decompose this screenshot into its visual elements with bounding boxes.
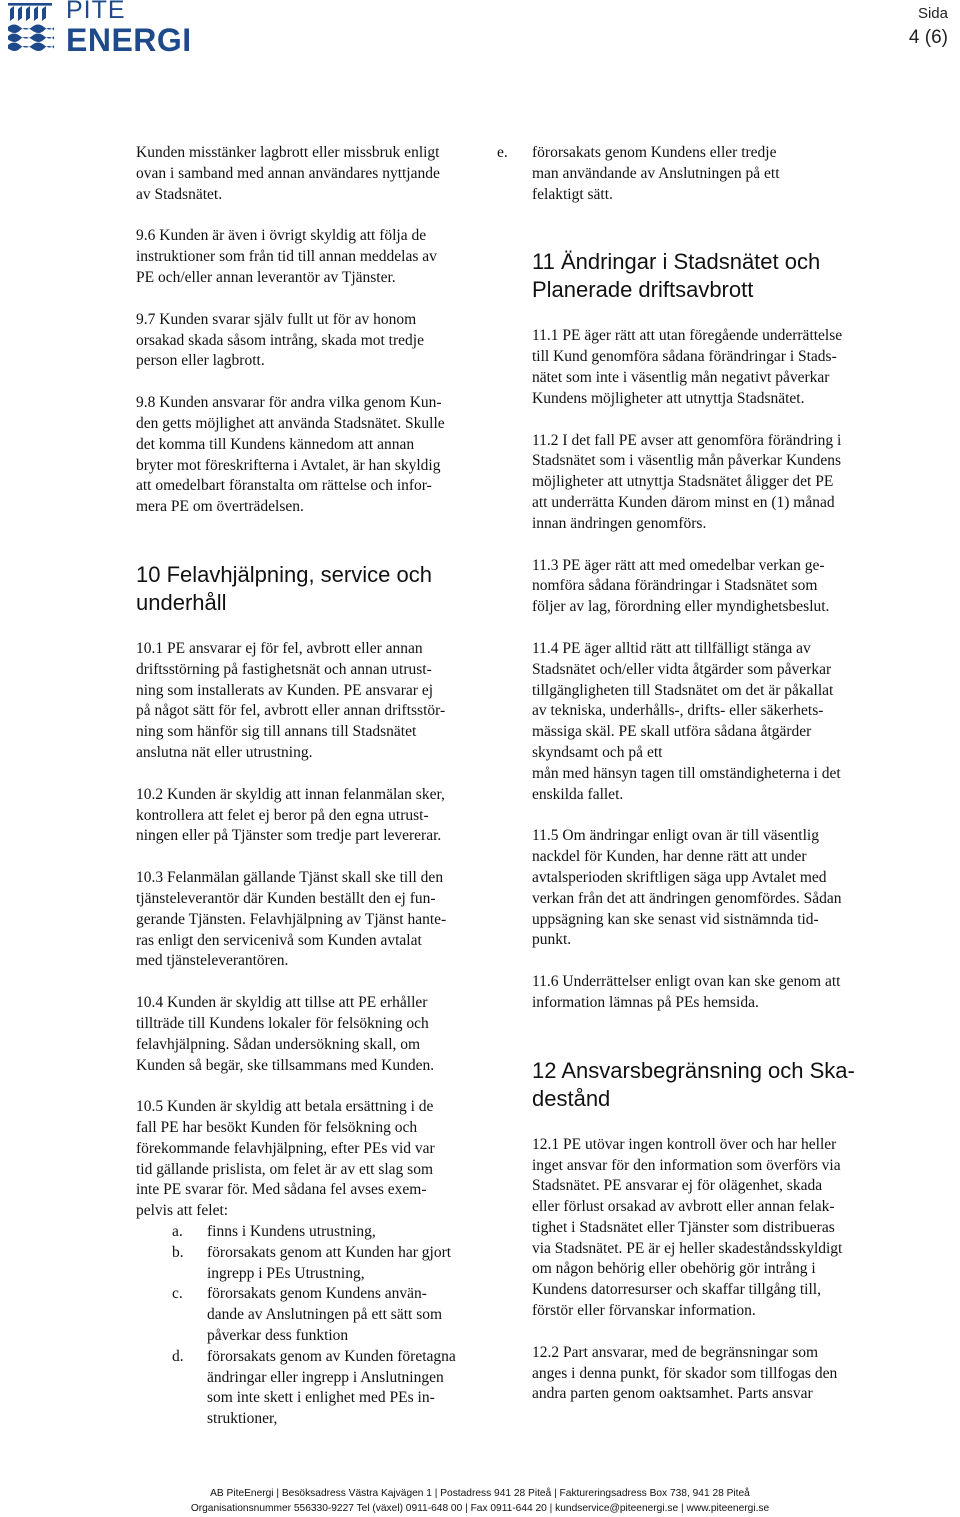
paragraph-10-2: 10.2 Kunden är skyldig att innan felanmälan sker, kontrollera att felet ej beror på den egna utrust- ningen eller på Tjänster som tredje part levererar. [136,785,445,845]
pite-energi-logo [8,0,192,64]
paragraph-12-1: 12.1 PE utövar ingen kontroll över och har heller inget ansvar för den information som överförs via Stadsnätet. PE ansvarar ej för olägenhet, skada eller förlust orsakad av avbrott eller annan felak- tighet i Stadsnätet eller Tjänster som distribueras via Stadsnätet. PE är ej heller skadeståndsskyldigt om någon behörig eller obehörig gör intrång i Kundens datorresurser och skaffar tillgång till, förstör eller förvanskar information. [532,1135,843,1320]
footer-address-line: AB PiteEnergi | Besöksadress Västra Kajvägen 1 | Postadress 941 28 Piteå | Faktureringsadress Box 738, 941 28 Piteå [210,1488,750,1499]
paragraph-9-7: 9.7 Kunden svarar själv fullt ut för av honom orsakad skada såsom intrång, skada mot tredje person eller lagbrott. [136,310,424,370]
paragraph-9-6: 9.6 Kunden är även i övrigt skyldig att följa de instruktioner som från tid till annan meddelas av PE och/eller annan leverantör av Tjänster. [136,227,437,286]
page-number: 4 (6) [908,27,948,48]
footer-contact-line: Organisationsnummer 556330-9227 Tel (växel) 0911-648 00 | Fax 0911-644 20 | kundservice@piteenergi.se | www.piteenergi.se [190,1503,770,1514]
paragraph-11-5: 11.5 Om ändringar enligt ovan är till väsentlig nackdel för Kunden, har denne rätt att under avtalsperioden skriftligen säga upp Avtalet med verkan från det att ändringen genomfördes. Sådan uppsägning kan ske senast vid sistnämnda tid- punkt. [532,827,842,949]
section-heading-11: 11 Ändringar i Stadsnätet och Planerade driftsavbrott [532,249,821,303]
paragraph-10-1: 10.1 PE ansvarar ej för fel, avbrott eller annan driftsstörning på fastighetsnät och annan utrust- ning som installerats av Kunden. PE ansvarar ej på något sätt för fel, avbrott eller annan driftsstör- ning som hänför sig till annans till Stadsnätet anslutna nät eller utrustning. [136,639,446,761]
section-heading-10: 10 Felavhjälpning, service och underhåll [136,561,432,615]
paragraph-11-4: 11.4 PE äger alltid rätt att tillfälligt stänga av Stadsnätet och/eller vidta åtgärder som påverkar tillgängligheten till Stadsnätet om det är påkallat av tekniska, underhålls-, drifts- eller säkerhets- mässiga skäl. PE skall utföra sådana åtgärder skyndsamt och på ett mån med hänsyn tagen till omständigheterna i det enskilda fallet. [532,639,841,803]
list-item: d. förorsakats genom av Kunden företagna ändringar eller ingrepp i Anslutningen som inte skett i enlighet med PEs in- struktioner, [172,1347,456,1428]
paragraph-10-4: 10.4 Kunden är skyldig att tillse att PE erhåller tillträde till Kundens lokaler för felsökning och felavhjälpning. Sådan undersökning skall, om Kunden så begär, ske tillsammans med Kunden. [136,994,435,1074]
paragraph-intro: Kunden misstänker lagbrott eller missbruk enligt ovan i samband med annan användares nyttjande av Stadsnätet. [136,144,440,203]
paragraph-11-2: 11.2 I det fall PE avser att genomföra förändring i Stadsnätet som i väsentlig mån påverkar Kundens möjligheter att utnyttja Stadsnätet åligger det PE att underrätta Kunden därom minst en (1) månad innan ändringen genomförs. [532,431,842,532]
list-item: a. finns i Kundens utrustning, [172,1223,376,1241]
paragraph-9-8: 9.8 Kunden ansvarar för andra vilka genom Kun- den getts möjlighet att använda Stadsnätet. Skulle det komma till Kundens kännedom att annan bryter mot föreskrifterna i Avtalet, är han skyldig att omedelbart föranstalta om rättelse och infor- mera PE om överträdelsen. [136,394,445,516]
page-indicator [909,4,948,50]
paragraph-10-3: 10.3 Felanmälan gällande Tjänst skall ske till den tjänsteleverantör där Kunden beställt den ej fun- gerande Tjänsten. Felavhjälpning av Tjänst hante- ras enligt den servicenivå som Kunden avtalat med tjänsteleverantören. [136,869,447,970]
paragraph-10-5: 10.5 Kunden är skyldig att betala ersättning i de fall PE har besökt Kunden för felsökning och förekommande felavhjälpning, efter PEs vid var tid gällande prislista, om felet är av ett slag som inte PE svarar för. Med sådana fel avses exem- pelvis att felet: [136,1098,435,1220]
right-column [497,143,892,1426]
paragraph-12-2: 12.2 Part ansvarar, med de begränsningar som anges i denna punkt, för skador som tillfogas den andra parten genom oaktsamhet. Parts ansvar [532,1343,838,1403]
page-footer [0,1486,960,1516]
section-heading-12: 12 Ansvarsbegränsning och Ska- destånd [532,1057,855,1111]
paragraph-11-6: 11.6 Underrättelser enligt ovan kan ske genom att information lämnas på PEs hemsida. [532,973,841,1011]
logo-text-pite: PITE [66,0,126,24]
left-column [136,143,496,1430]
paragraph-11-3: 11.3 PE äger rätt att med omedelbar verkan ge- nomföra sådana förändringar i Stadsnätet som följer av lag, förordning eller myndighetsbeslut. [532,556,830,616]
fault-cases-list-continued [461,143,892,205]
list-item: e. förorsakats genom Kundens eller tredje man användande av Anslutningen på ett felaktigt sätt. [497,144,780,203]
list-item: b. förorsakats genom att Kunden har gjort ingrepp i PEs Utrustning, [172,1243,452,1282]
list-item: c. förorsakats genom Kundens använ- dande av Anslutningen på ett sätt som påverkar dess funktion [172,1285,443,1345]
fault-cases-list [136,1222,496,1430]
paragraph-11-1: 11.1 PE äger rätt att utan föregående underrättelse till Kund genomföra sådana förändringar i Stads- nätet som inte i väsentlig mån negativt påverkar Kundens möjligheter att utnyttja Stadsnätet. [532,327,843,407]
logo-text-energi: ENERGI [66,22,192,58]
page-label: Sida [917,5,948,22]
